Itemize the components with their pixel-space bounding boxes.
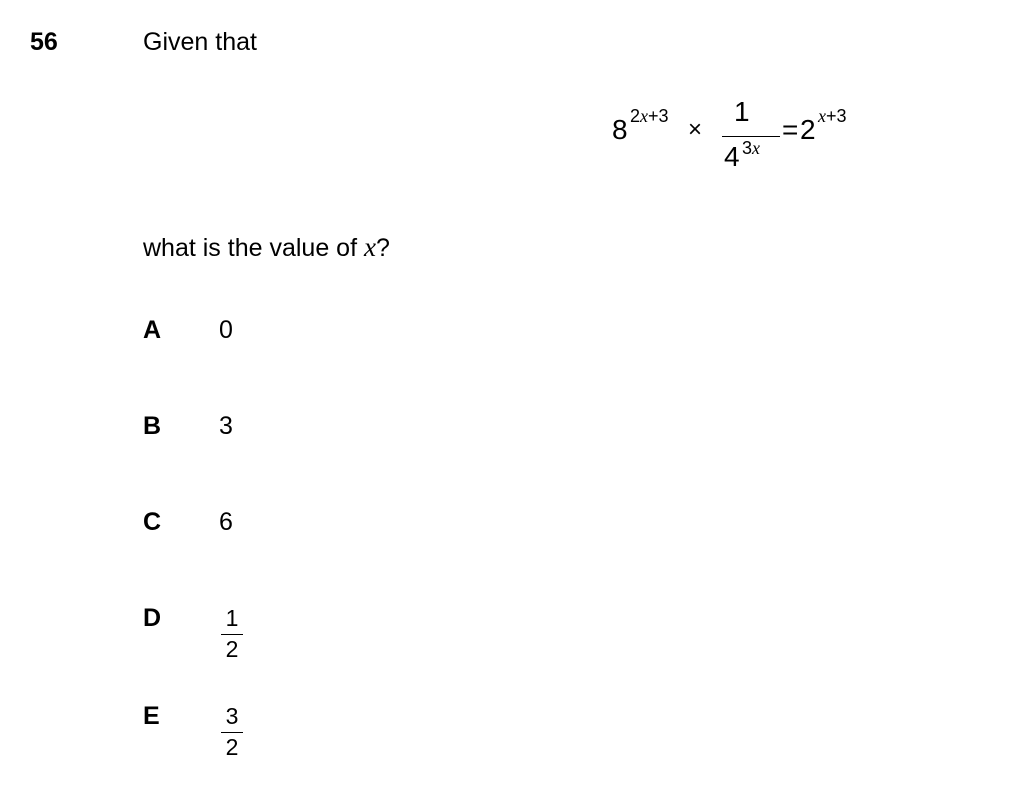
denominator: 2 — [225, 734, 239, 760]
equals-sign: = — [782, 114, 799, 145]
denominator: 2 — [225, 636, 239, 662]
option-b-value[interactable]: 3 — [219, 412, 233, 440]
prompt-text: what is the value of — [143, 234, 364, 262]
equation — [612, 96, 872, 186]
eq-denominator-exponent — [742, 138, 760, 159]
question-intro: Given that — [143, 28, 257, 56]
eq-base-2: 2 — [800, 114, 816, 145]
fraction-bar — [221, 634, 243, 635]
exp2-var: x — [818, 106, 826, 126]
numerator: 3 — [225, 703, 239, 729]
numerator: 1 — [225, 605, 239, 631]
option-c-letter[interactable]: C — [143, 508, 162, 536]
eq-exponent-2 — [818, 106, 847, 127]
exp1-a: 2 — [630, 106, 641, 126]
option-d-fraction[interactable] — [221, 605, 243, 663]
option-c-value[interactable]: 6 — [219, 508, 233, 536]
exp1-var: x — [640, 106, 649, 126]
prompt-question-mark: ? — [375, 234, 390, 262]
prompt-variable: x — [363, 232, 376, 262]
option-a-value[interactable]: 0 — [219, 316, 233, 344]
fraction-bar — [722, 136, 780, 137]
exp2-b: +3 — [826, 106, 847, 126]
eq-numerator: 1 — [734, 96, 750, 127]
question-number: 56 — [30, 28, 58, 56]
option-d-letter[interactable]: D — [143, 604, 162, 632]
option-a-letter[interactable]: A — [143, 316, 162, 344]
den-exp-var: x — [752, 138, 761, 158]
exp1-b: +3 — [648, 106, 669, 126]
option-b-letter[interactable]: B — [143, 412, 162, 440]
question-prompt — [143, 232, 390, 263]
times-sign: × — [688, 116, 703, 143]
option-e-letter[interactable]: E — [143, 702, 160, 730]
eq-exponent-1 — [630, 106, 669, 127]
fraction-bar — [221, 732, 243, 733]
eq-denominator-base: 4 — [724, 141, 740, 172]
den-exp-a: 3 — [742, 138, 753, 158]
option-e-fraction[interactable] — [221, 703, 243, 761]
eq-base-8: 8 — [612, 114, 628, 145]
